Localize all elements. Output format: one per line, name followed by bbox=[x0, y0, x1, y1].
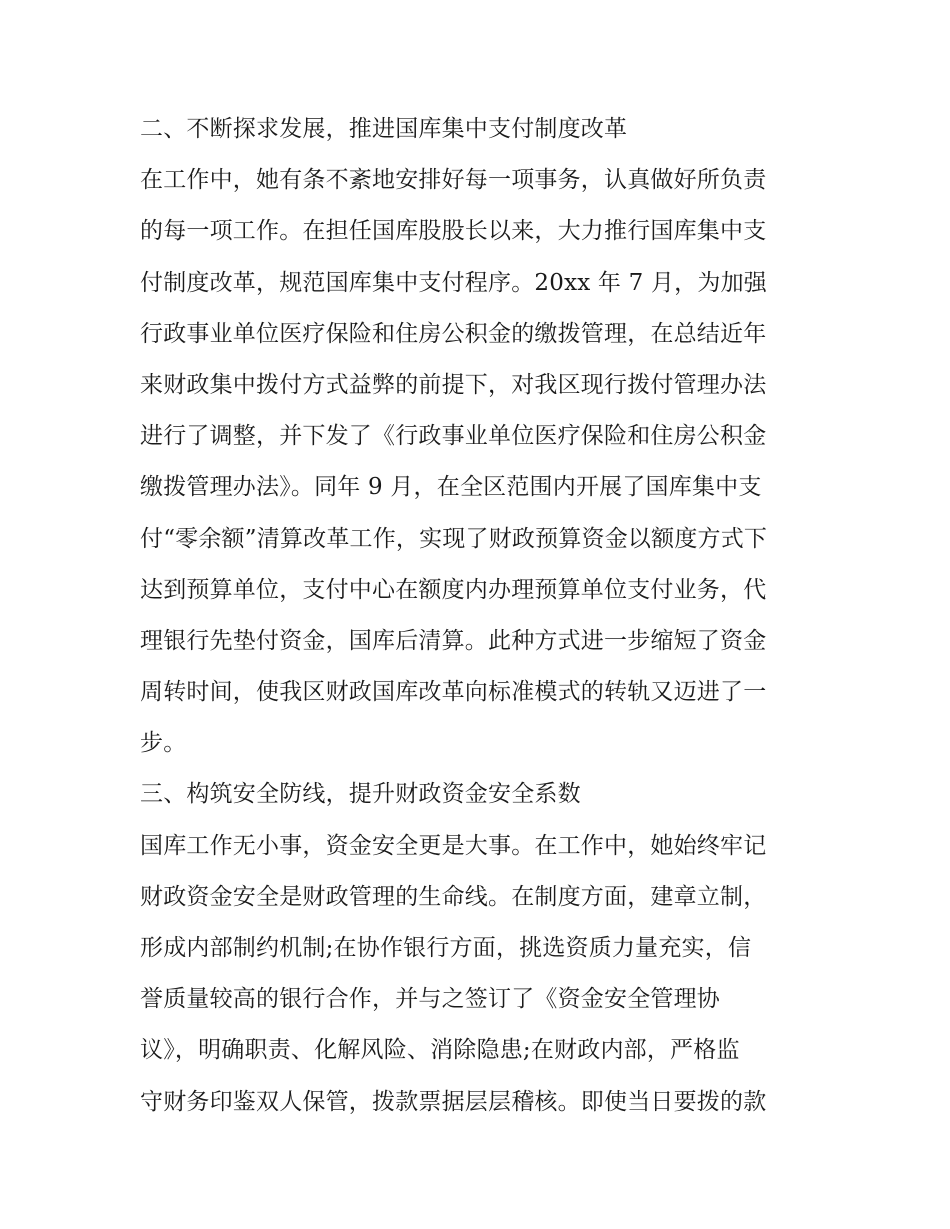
paragraph-line: 议》，明确职责、化解风险、消除隐患;在财政内部，严格监 bbox=[140, 1037, 740, 1064]
section-heading-3: 三、构筑安全防线，提升财政资金安全系数 bbox=[140, 781, 581, 808]
paragraph-line: 财政资金安全是财政管理的生命线。在制度方面，建章立制， bbox=[140, 883, 767, 910]
paragraph-line: 缴拨管理办法》。同年 9 月，在全区范围内开展了国库集中支 bbox=[140, 474, 762, 501]
paragraph-line: 周转时间，使我区财政国库改革向标准模式的转轨又迈进了一 bbox=[140, 679, 767, 706]
paragraph-line: 理银行先垫付资金，国库后清算。此种方式进一步缩短了资金 bbox=[140, 627, 767, 654]
paragraph-line: 付制度改革，规范国库集中支付程序。20xx 年 7 月，为加强 bbox=[140, 269, 767, 296]
paragraph-line: 誉质量较高的银行合作，并与之签订了《资金安全管理协 bbox=[140, 986, 720, 1013]
paragraph-line: 的每一项工作。在担任国库股股长以来，大力推行国库集中支 bbox=[140, 218, 767, 245]
paragraph-line: 行政事业单位医疗保险和住房公积金的缴拨管理，在总结近年 bbox=[140, 320, 767, 347]
paragraph-line: 来财政集中拨付方式益弊的前提下，对我区现行拨付管理办法 bbox=[140, 371, 767, 398]
paragraph-line: 国库工作无小事，资金安全更是大事。在工作中，她始终牢记 bbox=[140, 832, 767, 859]
paragraph-line: 付“零余额”清算改革工作，实现了财政预算资金以额度方式下 bbox=[140, 525, 768, 552]
paragraph-line: 达到预算单位，支付中心在额度内办理预算单位支付业务，代 bbox=[140, 576, 767, 603]
paragraph-line: 形成内部制约机制;在协作银行方面，挑选资质力量充实，信 bbox=[140, 935, 752, 961]
paragraph-line: 在工作中，她有条不紊地安排好每一项事务，认真做好所负责 bbox=[140, 167, 767, 194]
section-heading-2: 二、不断探求发展，推进国库集中支付制度改革 bbox=[140, 116, 628, 142]
paragraph-line: 守财务印鉴双人保管，拨款票据层层稽核。即使当日要拨的款 bbox=[140, 1088, 767, 1115]
document-body bbox=[140, 104, 820, 1128]
paragraph-line: 步。 bbox=[140, 730, 187, 757]
paragraph-line: 进行了调整，并下发了《行政事业单位医疗保险和住房公积金 bbox=[140, 423, 767, 450]
